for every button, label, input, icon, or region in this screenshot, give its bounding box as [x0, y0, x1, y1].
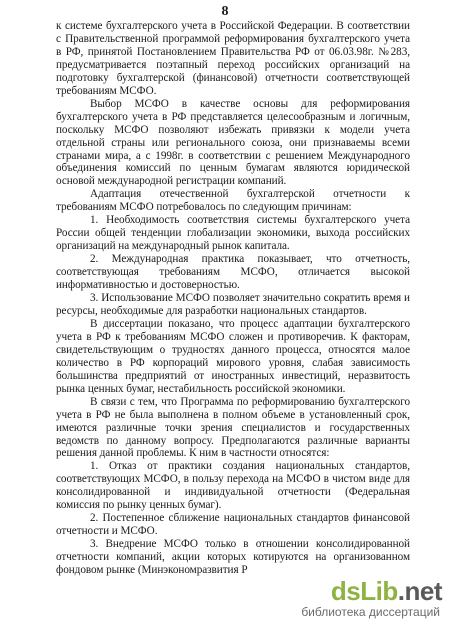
- paragraph-ifrs-choice: Выбор МСФО в качестве основы для реформирования бухгалтерского учета в РФ представляется целесообразным и логичным, поскольку МСФО позволяют избежать привязки к модели учета отдельной страны или регионального союза, они признаваемы всеми странами мира, а с 1998г. в соответствии с решением Международного объединения комиссий по ценным бумагам являются юридической основой международной регистрации компаний.: [56, 97, 410, 188]
- watermark-logo-main: dsLib: [330, 576, 398, 606]
- paragraph-program-status: В связи с тем, что Программа по реформированию бухгалтерского учета в РФ не была выполнена в полном объеме в установленный срок, имеются различные точки зрения специалистов и государственных ведомств по данному вопросу. Предполагаются различные варианты решения данной проблемы. К ним в частности относятся:: [56, 395, 410, 460]
- paragraph-adaptation-reasons: Адаптация отечественной бухгалтерской отчетности к требованиям МСФО потребовалось по следующим причинам:: [56, 188, 410, 214]
- paragraph-dissertation-findings: В диссертации показано, что процесс адаптации бухгалтерского учета в РФ к требованиям МСФО сложен и противоречив. К факторам, свидетельствующим о трудностях данного процесса, относятся малое количество в РФ корпораций мирового уровня, слабая зависимость большинства предприятий от иностранных инвестиций, неразвитость рынка ценных бумаг, нестабильность российской экономики.: [56, 317, 410, 395]
- list-item-option-1: 1. Отказ от практики создания национальных стандартов, соответствующих МСФО, в пользу перехода на МСФО в чистом виде для консолидированной и индивидуальной отчетности (Федеральная комиссия по рынку ценных бумаг).: [56, 460, 410, 512]
- list-item-reason-3: 3. Использование МСФО позволяет значительно сократить время и ресурсы, необходимые для разработки национальных стандартов.: [56, 292, 410, 317]
- list-item-reason-1: 1. Необходимость соответствия системы бухгалтерского учета России общей тенденции глобализации экономики, выхода российских организаций на международный рынок капитала.: [56, 214, 410, 253]
- list-item-option-3: 3. Внедрение МСФО только в отношении консолидированной отчетности компаний, акции которых котируются на организованном фондовом рынке (Минэкономразвития Р: [56, 538, 410, 577]
- page-number: 8: [221, 4, 229, 19]
- watermark-logo[interactable]: [331, 577, 442, 605]
- list-item-reason-2: 2. Международная практика показывает, что отчетность, соответствующая требованиям МСФО, отличается высокой информативностью и достоверностью.: [56, 253, 410, 292]
- paragraph-intro-continued: к системе бухгалтерского учета в Российской Федерации. В соответствии с Правительственной программой реформирования бухгалтерского учета в РФ, принятой Постановлением Правительства РФ от 06.03.98г. №283, предусматривается поэтапный переход российских организаций на подготовку бухгалтерской (финансовой) отчетности соответствующей требованиям МСФО.: [56, 20, 410, 97]
- watermark[interactable]: [242, 577, 442, 621]
- page-body: [56, 20, 410, 577]
- list-item-option-2: 2. Постепенное сближение национальных стандартов финансовой отчетности и МСФО.: [56, 512, 410, 538]
- watermark-logo-tld: .net: [397, 576, 442, 606]
- watermark-subtitle: библиотека диссертаций: [301, 605, 440, 619]
